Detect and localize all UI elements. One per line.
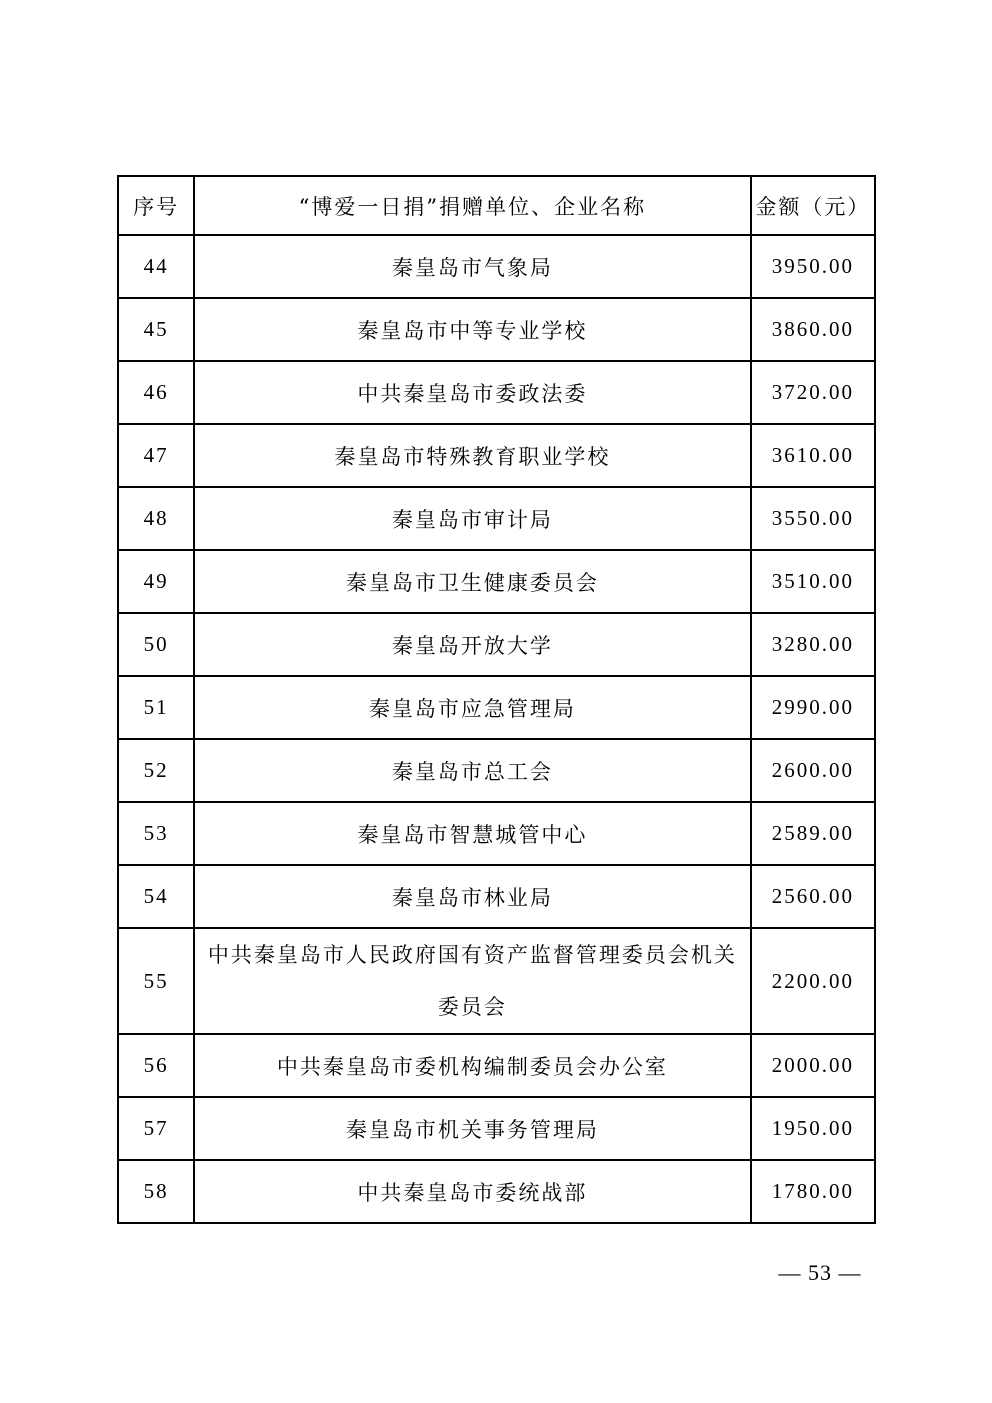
row-amount: 2589.00 bbox=[751, 802, 875, 865]
row-seq: 58 bbox=[118, 1160, 194, 1223]
table-row bbox=[118, 676, 875, 739]
donation-table bbox=[117, 175, 876, 1224]
row-seq: 48 bbox=[118, 487, 194, 550]
header-name: “博爱一日捐”捐赠单位、企业名称 bbox=[194, 176, 750, 235]
header-amount: 金额（元） bbox=[751, 176, 875, 235]
row-amount: 2600.00 bbox=[751, 739, 875, 802]
table-row bbox=[118, 298, 875, 361]
row-amount: 3280.00 bbox=[751, 613, 875, 676]
row-name: 秦皇岛市应急管理局 bbox=[194, 676, 750, 739]
table-row bbox=[118, 235, 875, 298]
row-name: 秦皇岛开放大学 bbox=[194, 613, 750, 676]
row-seq: 49 bbox=[118, 550, 194, 613]
row-seq: 46 bbox=[118, 361, 194, 424]
row-name: 中共秦皇岛市委统战部 bbox=[194, 1160, 750, 1223]
page-number: — 53 — bbox=[778, 1260, 862, 1285]
table-row bbox=[118, 1097, 875, 1160]
table-row bbox=[118, 424, 875, 487]
table-row bbox=[118, 1160, 875, 1223]
row-amount: 2560.00 bbox=[751, 865, 875, 928]
row-amount: 2200.00 bbox=[751, 928, 875, 1034]
row-name: 秦皇岛市机关事务管理局 bbox=[194, 1097, 750, 1160]
row-name: 秦皇岛市审计局 bbox=[194, 487, 750, 550]
row-amount: 3550.00 bbox=[751, 487, 875, 550]
table-row bbox=[118, 487, 875, 550]
row-name: 中共秦皇岛市委政法委 bbox=[194, 361, 750, 424]
table-header-row bbox=[118, 176, 875, 235]
row-name: 秦皇岛市林业局 bbox=[194, 865, 750, 928]
row-seq: 57 bbox=[118, 1097, 194, 1160]
row-seq: 44 bbox=[118, 235, 194, 298]
row-seq: 55 bbox=[118, 928, 194, 1034]
row-amount: 3610.00 bbox=[751, 424, 875, 487]
row-amount: 3510.00 bbox=[751, 550, 875, 613]
header-seq: 序号 bbox=[118, 176, 194, 235]
row-seq: 45 bbox=[118, 298, 194, 361]
row-seq: 50 bbox=[118, 613, 194, 676]
row-name: 秦皇岛市特殊教育职业学校 bbox=[194, 424, 750, 487]
row-name: 中共秦皇岛市委机构编制委员会办公室 bbox=[194, 1034, 750, 1097]
table-row bbox=[118, 550, 875, 613]
table-row bbox=[118, 739, 875, 802]
row-seq: 54 bbox=[118, 865, 194, 928]
row-amount: 3720.00 bbox=[751, 361, 875, 424]
row-amount: 2990.00 bbox=[751, 676, 875, 739]
row-amount: 1780.00 bbox=[751, 1160, 875, 1223]
row-name: 秦皇岛市智慧城管中心 bbox=[194, 802, 750, 865]
row-seq: 47 bbox=[118, 424, 194, 487]
row-amount: 3860.00 bbox=[751, 298, 875, 361]
row-name: 中共秦皇岛市人民政府国有资产监督管理委员会机关委员会 bbox=[194, 928, 750, 1034]
table-row bbox=[118, 1034, 875, 1097]
table-row bbox=[118, 928, 875, 1034]
table-row bbox=[118, 865, 875, 928]
row-amount: 3950.00 bbox=[751, 235, 875, 298]
row-amount: 1950.00 bbox=[751, 1097, 875, 1160]
table-row bbox=[118, 361, 875, 424]
row-amount: 2000.00 bbox=[751, 1034, 875, 1097]
row-seq: 51 bbox=[118, 676, 194, 739]
table-row bbox=[118, 613, 875, 676]
row-seq: 52 bbox=[118, 739, 194, 802]
row-name: 秦皇岛市中等专业学校 bbox=[194, 298, 750, 361]
row-name: 秦皇岛市气象局 bbox=[194, 235, 750, 298]
row-name: 秦皇岛市卫生健康委员会 bbox=[194, 550, 750, 613]
row-seq: 56 bbox=[118, 1034, 194, 1097]
row-name: 秦皇岛市总工会 bbox=[194, 739, 750, 802]
table-row bbox=[118, 802, 875, 865]
row-seq: 53 bbox=[118, 802, 194, 865]
